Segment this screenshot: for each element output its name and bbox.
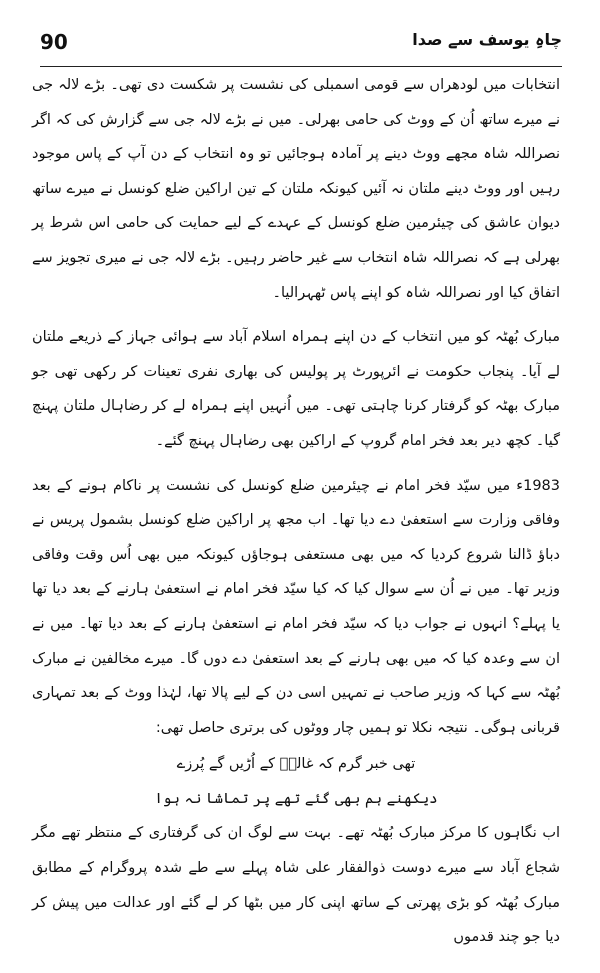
paragraph-1: انتخابات میں لودھراں سے قومی اسمبلی کی نشست پر شکست دی تھی۔ بڑے لالہ جی نے میرے ساتھ اُن کے ووٹ کی حامی بھرلی۔ میں نے بڑے لالہ جی سے گزارش کی کہ اگر نصراللہ شاہ مجھے ووٹ دینے پر آمادہ ہوجائیں تو وہ انتخاب کے دن آپ کے پاس موجود رہیں اور ووٹ دینے ملتان نہ آئیں کیونکہ ملتان کے تین اراکین ضلع کونسل نے میرے ساتھ دیوان عاشق کی چیئرمین ضلع کونسل کے عہدے کے لیے حمایت کی حامی اس شرط پر بھرلی ہے کہ نصراللہ شاہ انتخاب سے غیر حاضر رہیں۔ بڑے لالہ جی نے میری تجویز سے اتفاق کیا اور نصراللہ شاہ کو اپنے پاس ٹھہرالیا۔ bbox=[32, 77, 560, 301]
verse-line-1: تھی خبر گرم کہ غالبؔ کے اُڑیں گے پُرزے bbox=[176, 756, 416, 773]
page-number: 90 bbox=[40, 30, 68, 54]
poetry-couplet bbox=[32, 747, 560, 816]
paragraph-2: مبارک بُھٹہ کو میں انتخاب کے دن اپنے ہمراہ اسلام آباد سے ہوائی جہاز کے ذریعے ملتان لے آیا۔ پنجاب حکومت نے ائرپورٹ پر پولیس کی بھاری نفری تعینات کر رکھی تھی جو مبارک بھٹہ کو گرفتار کرنا چاہتی تھی۔ میں اُنہیں اپنے ہمراہ لے کر رضاہال ملتان پہنچ گیا۔ کچھ دیر بعد فخر امام گروپ کے اراکین بھی رضاہال پہنچ گئے۔ bbox=[32, 329, 560, 449]
page-header bbox=[40, 28, 562, 64]
paragraph-4: اب نگاہوں کا مرکز مبارک بُھٹہ تھے۔ بہت سے لوگ ان کی گرفتاری کے منتظر تھے مگر شجاع آباد سے میرے دوست ذوالفقار علی شاہ پہلے سے طے شدہ پروگرام کے مطابق مبارک بُھٹہ کو بڑی پھرتی کے ساتھ اپنی کار میں بٹھا کر لے گئے اور عدالت میں پیش کر دیا جو چند قدموں bbox=[32, 825, 560, 946]
page-body bbox=[32, 68, 560, 955]
header-rule bbox=[40, 66, 562, 67]
running-title: چاہِ یوسف سے صدا bbox=[412, 30, 562, 49]
paragraph-3: 1983ء میں سیّد فخر امام نے چیئرمین ضلع کونسل کی نشست پر ناکام ہونے کے بعد وفاقی وزارت سے استعفیٰ دے دیا تھا۔ اب مجھ پر اراکین ضلع کونسل بشمول پریس نے دباؤ ڈالنا شروع کردیا کہ میں بھی مستعفی ہوجاؤں کیونکہ میں بھی اُس وقت وفاقی وزیر تھا۔ میں نے اُن سے سوال کیا کہ کیا سیّد فخر امام نے استعفیٰ ہارنے کے بعد دیا تھا یا پہلے؟ انہوں نے جواب دیا کہ سیّد فخر امام نے استعفیٰ ہارنے کے بعد دیا تھا۔ میں نے ان سے وعدہ کیا کہ میں بھی ہارنے کے بعد استعفیٰ دے دوں گا۔ میرے مخالفین نے مبارک بُھٹہ سے کہا کہ وزیر صاحب نے تمہیں اسی دن کے لیے پالا تھا، لہٰذا ووٹ کے بعد تمہاری قربانی ہوگی۔ نتیجہ نکلا تو ہمیں چار ووٹوں کی برتری حاصل تھی: bbox=[32, 477, 560, 736]
verse-line-2: دیکھنے ہم بھی گئے تھے پر تماشا نہ ہوا bbox=[154, 790, 438, 807]
